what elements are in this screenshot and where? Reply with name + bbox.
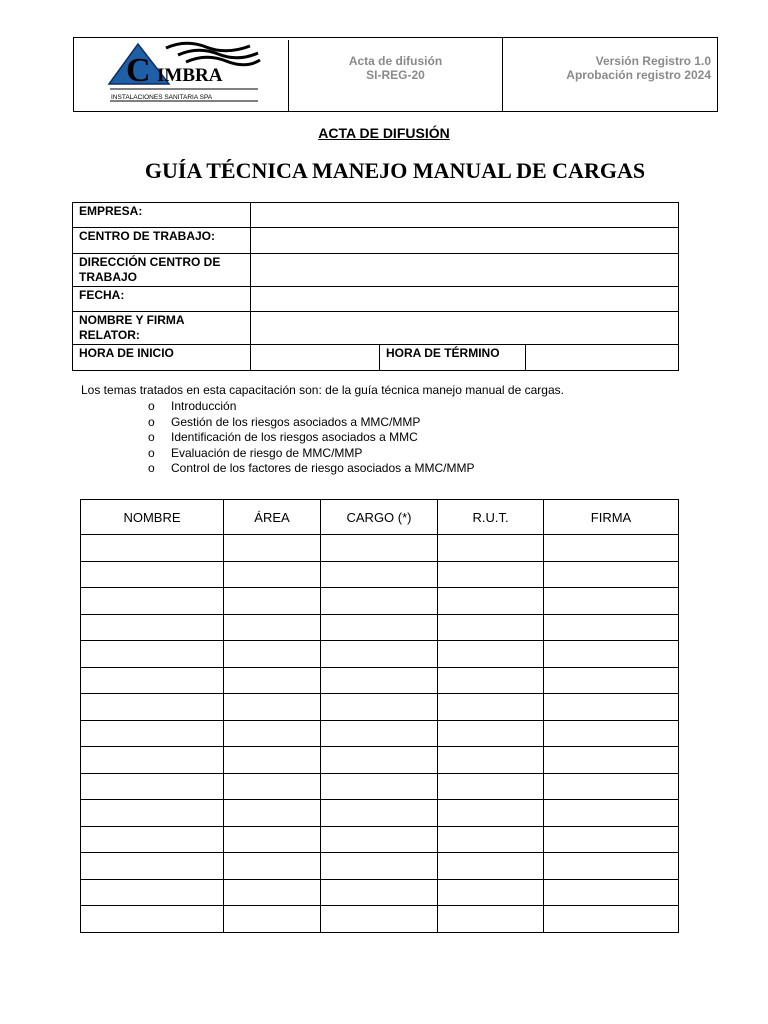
logo-letter-c: C [126,52,151,89]
cell-firma[interactable] [544,561,679,588]
topic-item [148,415,474,431]
cell-rut[interactable] [438,879,544,906]
cell-firma[interactable] [544,826,679,853]
header-approval: Aprobación registro 2024 [566,67,711,82]
cell-area[interactable] [224,826,321,853]
cell-cargo[interactable] [321,694,438,721]
table-row [81,614,679,641]
bullet-icon: o [148,461,155,475]
table-row [81,535,679,562]
column-header-rut: R.U.T. [438,500,544,535]
logo-brand-text: IMBRA [157,65,223,86]
cell-firma[interactable] [544,773,679,800]
cell-nombre[interactable] [81,667,224,694]
table-row [81,588,679,615]
table-row [81,720,679,747]
topic-text: Identificación de los riesgos asociados a MMC [171,430,418,444]
bullet-icon: o [148,430,155,444]
logo-graphic [74,38,289,111]
attendance-body [81,535,679,933]
cell-firma[interactable] [544,906,679,933]
header-document-type-cell [289,38,503,112]
cell-firma[interactable] [544,853,679,880]
cell-nombre[interactable] [81,535,224,562]
cell-cargo[interactable] [321,800,438,827]
cell-firma[interactable] [544,641,679,668]
cell-rut[interactable] [438,800,544,827]
cell-cargo[interactable] [321,561,438,588]
cell-rut[interactable] [438,906,544,933]
attendance-table [80,499,679,933]
centro-trabajo-label: CENTRO DE TRABAJO: [73,228,251,254]
cell-nombre[interactable] [81,614,224,641]
table-row [81,906,679,933]
table-row [81,879,679,906]
logo-cell [74,38,289,112]
info-table [72,202,679,371]
cell-rut[interactable] [438,614,544,641]
fecha-label: FECHA: [73,287,251,312]
empresa-field[interactable] [251,203,679,228]
cell-nombre[interactable] [81,773,224,800]
cell-rut[interactable] [438,720,544,747]
cell-firma[interactable] [544,747,679,774]
column-header-area: ÁREA [224,500,321,535]
cell-nombre[interactable] [81,800,224,827]
cell-cargo[interactable] [321,614,438,641]
direccion-field[interactable] [251,254,679,287]
cell-nombre[interactable] [81,694,224,721]
table-row [81,853,679,880]
hora-inicio-label: HORA DE INICIO [73,345,251,371]
cell-firma[interactable] [544,694,679,721]
topic-text: Introducción [171,399,237,413]
cell-cargo[interactable] [321,588,438,615]
topic-item [148,430,474,446]
cell-nombre[interactable] [81,906,224,933]
cell-cargo[interactable] [321,720,438,747]
empresa-label: EMPRESA: [73,203,251,228]
cell-rut[interactable] [438,641,544,668]
cell-cargo[interactable] [321,535,438,562]
cell-nombre[interactable] [81,826,224,853]
cell-cargo[interactable] [321,879,438,906]
topic-text: Gestión de los riesgos asociados a MMC/MMP [171,414,421,429]
cell-firma[interactable] [544,535,679,562]
cell-rut[interactable] [438,667,544,694]
document-title: GUÍA TÉCNICA MANEJO MANUAL DE CARGAS [144,158,646,183]
cell-firma[interactable] [544,720,679,747]
cell-firma[interactable] [544,588,679,615]
topic-item [148,446,474,462]
cell-cargo[interactable] [321,641,438,668]
header-version: Versión Registro 1.0 [595,53,711,68]
cell-cargo[interactable] [321,667,438,694]
logo-tagline: INSTALACIONES SANITARIA SPA [111,94,213,101]
document-header [73,37,718,112]
cell-area[interactable] [224,747,321,774]
cell-cargo[interactable] [321,906,438,933]
header-version-cell [503,38,718,112]
header-document-type: Acta de difusión [348,53,443,68]
cell-firma[interactable] [544,667,679,694]
cell-area[interactable] [224,667,321,694]
table-row [81,694,679,721]
fecha-field[interactable] [251,287,679,312]
table-row [81,800,679,827]
cell-cargo[interactable] [321,853,438,880]
hora-inicio-field[interactable] [251,345,380,371]
topics-list [148,399,474,477]
column-header-firma: FIRMA [544,500,679,535]
table-row [81,747,679,774]
cell-area[interactable] [224,720,321,747]
cell-area[interactable] [224,641,321,668]
relator-label: NOMBRE Y FIRMA RELATOR: [73,312,251,345]
cell-nombre[interactable] [81,879,224,906]
column-header-cargo: CARGO (*) [321,500,438,535]
cell-area[interactable] [224,800,321,827]
cell-rut[interactable] [438,853,544,880]
cell-cargo[interactable] [321,773,438,800]
cell-area[interactable] [224,588,321,615]
cell-nombre[interactable] [81,588,224,615]
table-row [81,826,679,853]
cell-rut[interactable] [438,561,544,588]
company-logo [74,38,289,111]
cell-rut[interactable] [438,588,544,615]
intro-text: Los temas tratados en esta capacitación son: de la guía técnica manejo manual de cargas. [81,383,564,397]
topic-text: Control de los factores de riesgo asociados a MMC/MMP [171,461,475,475]
relator-field[interactable] [251,312,679,345]
cell-firma[interactable] [544,614,679,641]
header-document-code: SI-REG-20 [366,67,425,82]
table-row [81,773,679,800]
cell-area[interactable] [224,561,321,588]
cell-area[interactable] [224,614,321,641]
topic-item [148,399,474,415]
hora-termino-field[interactable] [526,345,679,371]
cell-firma[interactable] [544,800,679,827]
column-header-nombre: NOMBRE [81,500,224,535]
cell-cargo[interactable] [321,826,438,853]
cell-rut[interactable] [438,773,544,800]
bullet-icon: o [148,399,155,413]
cell-area[interactable] [224,879,321,906]
cell-area[interactable] [224,535,321,562]
cell-cargo[interactable] [321,747,438,774]
cell-rut[interactable] [438,694,544,721]
hora-termino-label: HORA DE TÉRMINO [380,345,526,371]
cell-area[interactable] [224,906,321,933]
cell-firma[interactable] [544,879,679,906]
attendance-header-row [81,500,679,535]
bullet-icon: o [148,445,155,460]
bullet-icon: o [148,414,155,429]
document-subtitle: ACTA DE DIFUSIÓN [318,125,450,141]
cell-rut[interactable] [438,826,544,853]
cell-nombre[interactable] [81,641,224,668]
topic-text: Evaluación de riesgo de MMC/MMP [171,445,363,460]
direccion-label: DIRECCIÓN CENTRO DE TRABAJO [73,254,251,287]
cell-nombre[interactable] [81,720,224,747]
cell-area[interactable] [224,773,321,800]
cell-nombre[interactable] [81,561,224,588]
table-row [81,641,679,668]
cell-area[interactable] [224,853,321,880]
cell-nombre[interactable] [81,853,224,880]
cell-area[interactable] [224,694,321,721]
cell-rut[interactable] [438,535,544,562]
cell-nombre[interactable] [81,747,224,774]
centro-trabajo-field[interactable] [251,228,679,254]
cell-rut[interactable] [438,747,544,774]
table-row [81,561,679,588]
table-row [81,667,679,694]
topic-item [148,461,474,477]
